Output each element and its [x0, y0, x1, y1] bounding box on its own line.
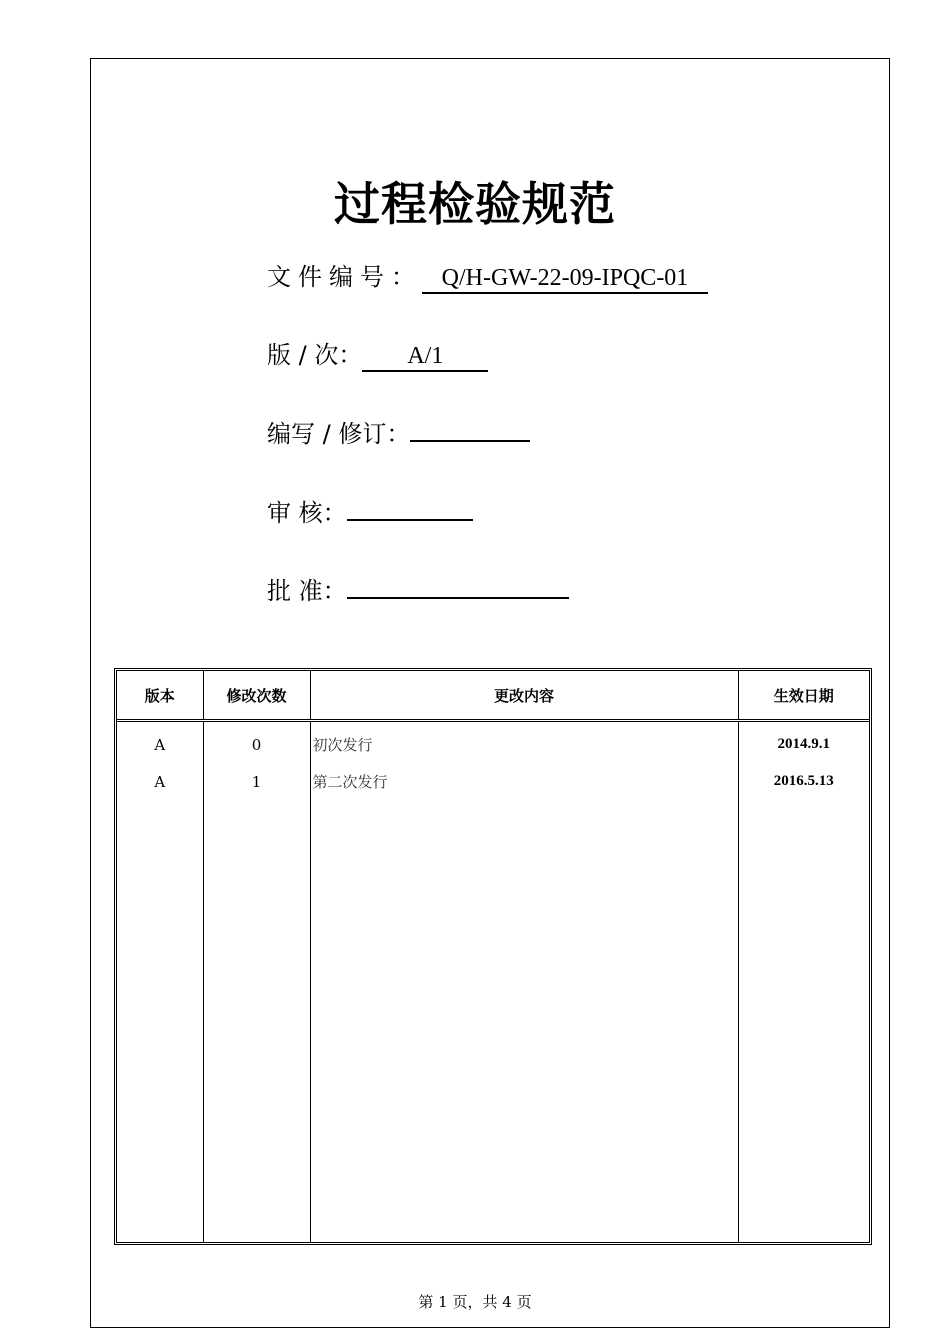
- header-change-content: 更改内容: [310, 671, 738, 721]
- cell-effective-date: 2014.9.1: [738, 721, 869, 764]
- version-value: A/1: [362, 342, 488, 372]
- empty-cell: [117, 800, 203, 1242]
- author-value: [410, 412, 530, 442]
- review-label: 审 核：: [267, 499, 347, 527]
- document-number-value: Q/H-GW-22-09-IPQC-01: [422, 264, 708, 294]
- header-version: 版本: [117, 671, 203, 721]
- version-field: [267, 335, 488, 372]
- revision-table-header: [117, 671, 869, 721]
- approve-value: [347, 569, 569, 599]
- review-value: [347, 491, 473, 521]
- header-effective-date: 生效日期: [738, 671, 869, 721]
- cell-effective-date: 2016.5.13: [738, 763, 869, 800]
- table-row: [117, 721, 869, 764]
- cell-change: 初次发行: [310, 721, 738, 764]
- approve-label: 批 准：: [267, 577, 347, 605]
- author-field: [267, 412, 530, 449]
- table-row: [117, 763, 869, 800]
- table-empty-row: [117, 800, 869, 1242]
- header-revision-count: 修改次数: [203, 671, 310, 721]
- review-field: [267, 491, 473, 528]
- approve-field: [267, 569, 569, 606]
- page-footer: 第 1 页，共 4 页: [418, 1293, 532, 1311]
- empty-cell: [203, 800, 310, 1242]
- document-title: 过程检验规范: [334, 177, 616, 231]
- revision-table: [114, 668, 872, 1245]
- empty-cell: [738, 800, 869, 1242]
- cell-revision-count: 0: [203, 721, 310, 764]
- author-label: 编写 / 修订：: [267, 420, 411, 448]
- cell-version: A: [154, 735, 166, 754]
- document-number-field: [267, 257, 708, 294]
- empty-cell: [310, 800, 738, 1242]
- document-number-label: 文件编号：: [267, 263, 422, 291]
- cell-version: A: [154, 772, 166, 791]
- cell-change: 第二次发行: [310, 763, 738, 800]
- version-label: 版 / 次：: [267, 341, 363, 369]
- cell-revision-count: 1: [203, 763, 310, 800]
